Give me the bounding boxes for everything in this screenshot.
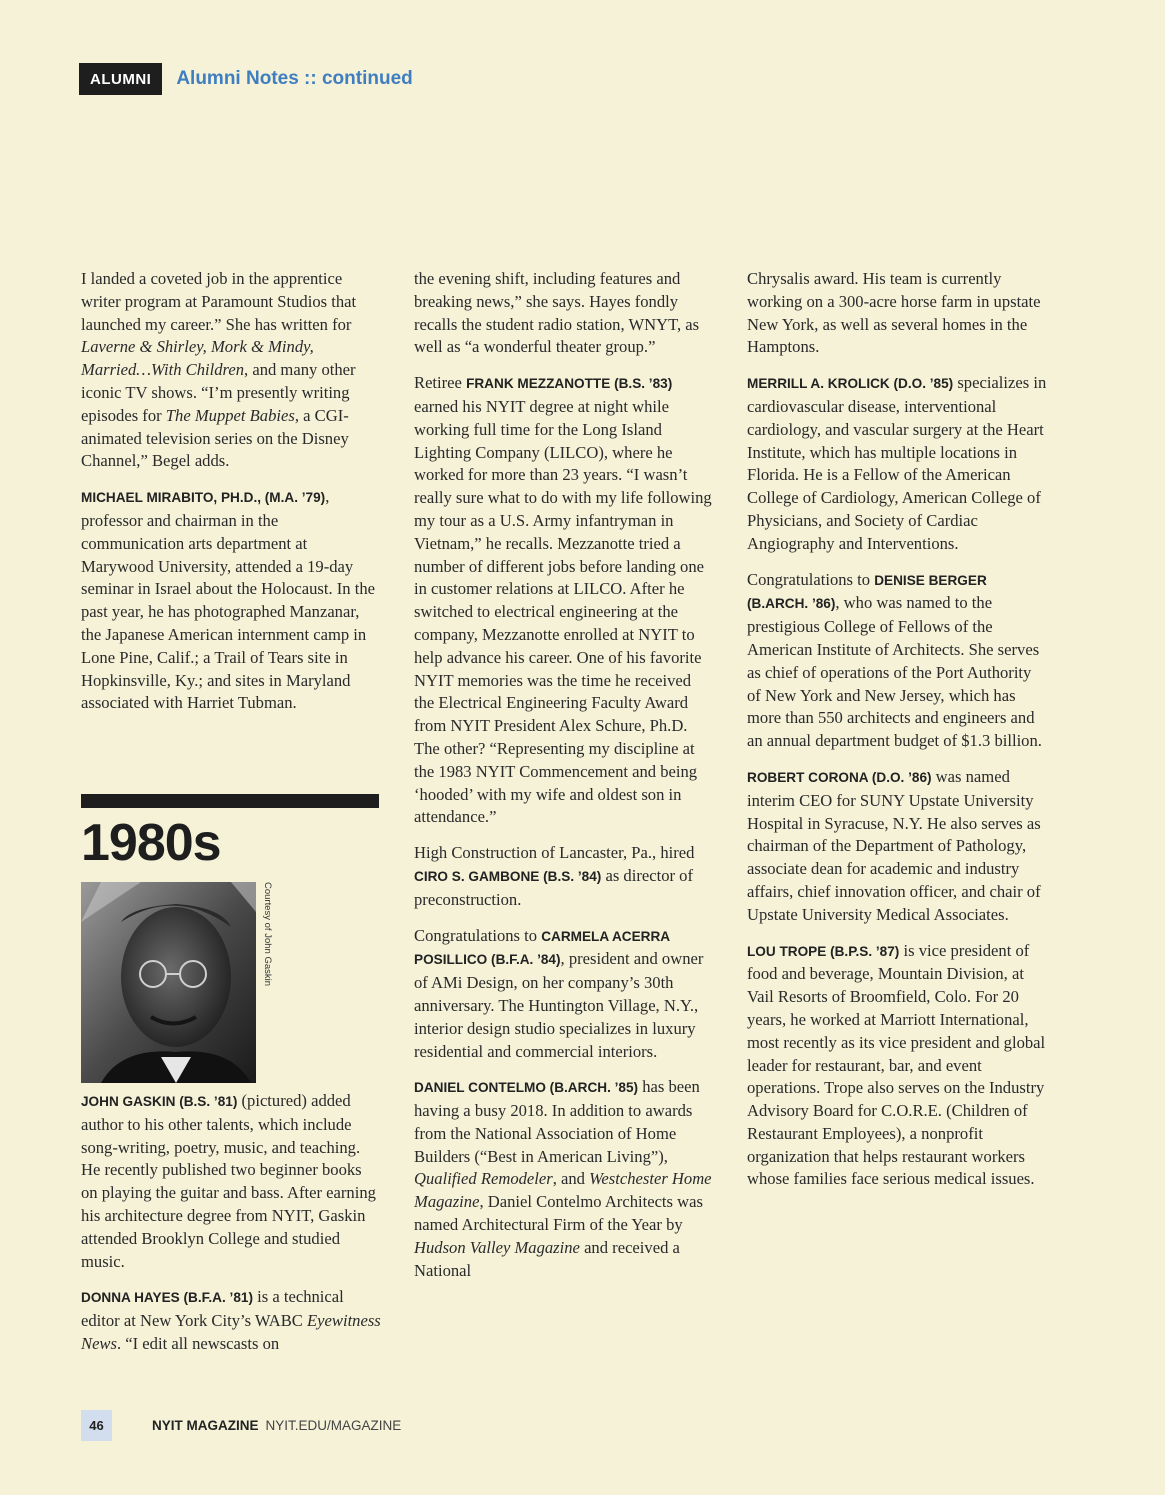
text: Chrysalis award. His team is currently working on a 300-acre horse farm in upstate New York, as well as several homes in the Hamptons. <box>747 269 1041 357</box>
paragraph-krolick <box>747 372 1047 555</box>
publication-title: Qualified Remodeler <box>414 1169 553 1189</box>
text: as director of preconstruction. <box>414 865 693 909</box>
decade-bar <box>81 794 379 808</box>
alumni-name: DONNA HAYES (B.F.A. ’81) <box>81 1290 253 1306</box>
decade-heading <box>81 794 379 874</box>
text: , who was named to the prestigious College of Fellows of the American Institute of Architects. She serves as chief of operations of the Port Authority of New York and New Jersey, which has more than 550 architects and engineers and an annual department budget of $1.3 billion. <box>747 593 1042 751</box>
text: earned his NYIT degree at night while working full time for the Long Island Lighting Company (LILCO), where he worked for more than 23 years. “I wasn’t really sure what to do with my life following my tour as a U.S. Army infantryman in Vietnam,” he recalls. Mezzanotte tried a number of different jobs before landing one in customer relations at LILCO. After he switched to electrical engineering at the company, Mezzanotte enrolled at NYIT to help advance his career. One of his favorite NYIT memories was the time he received the Electrical Engineering Faculty Award from NYIT President Alex Schure, Ph.D. The other? “Representing my discipline at the 1983 NYIT Commencement and being ‘hooded’ with my wife and oldest son in attendance.” <box>414 396 712 827</box>
page-header <box>79 63 413 95</box>
alumni-name: DANIEL CONTELMO (B.ARCH. ’85) <box>414 1080 639 1096</box>
section-title: Alumni Notes :: continued <box>176 68 413 89</box>
alumni-name: MERRILL A. KROLICK (D.O. ’85) <box>747 376 954 392</box>
paragraph-gambone <box>414 842 714 911</box>
text: , president and owner of AMi Design, on her company’s 30th anniversary. The Huntington Village, N.Y., interior design studio specializes in luxury residential and commercial interiors. <box>414 949 704 1061</box>
paragraph-hayes <box>81 1286 381 1355</box>
text: was named interim CEO for SUNY Upstate University Hospital in Syracuse, N.Y. He also serves as chairman of the Department of Pathology, associate dean for academic and industry affairs, chief innovation officer, and chair of Upstate University Medical Associates. <box>747 766 1041 924</box>
text: . “I edit all newscasts on <box>116 1333 280 1353</box>
paragraph-hayes-continued <box>414 268 714 359</box>
portrait-photo <box>81 882 256 1083</box>
alumni-name: DENISE BERGER (B.ARCH. ’86) <box>747 572 987 612</box>
column-3 <box>747 268 1047 1204</box>
publication-title: Hudson Valley Magazine <box>414 1237 580 1257</box>
alumni-name: LOU TROPE (B.P.S. ’87) <box>747 943 900 959</box>
text: , and <box>552 1169 590 1189</box>
show-title: Eyewitness News <box>81 1311 381 1353</box>
alumni-name: JOHN GASKIN (B.S. ’81) <box>81 1094 238 1109</box>
paragraph-trope <box>747 940 1047 1192</box>
publication-title: Westchester Home Magazine <box>414 1169 712 1212</box>
paragraph-contelmo-continued <box>747 268 1047 359</box>
paragraph-contelmo <box>414 1076 714 1282</box>
magazine-name: NYIT MAGAZINE <box>152 1418 259 1433</box>
text: , Daniel Contelmo Architects was named Architectural Firm of the Year by <box>414 1192 703 1235</box>
photo-credit: Courtesy of John Gaskin <box>262 882 273 987</box>
paragraph-gaskin <box>81 1090 381 1273</box>
text: , professor and chairman in the communication arts department at Marywood University, attended a 19-day seminar in Israel about the Holocaust. In the past year, he has photographed Manzanar, the Japanese American internment camp in Lone Pine, Calif.; a Trail of Tears site in Hopkinsville, Ky.; and sites in Maryland associated with Harriet Tubman. <box>81 487 375 713</box>
column-1-continued <box>81 1090 381 1369</box>
alumni-name: CIRO S. GAMBONE (B.S. ’84) <box>414 868 602 884</box>
text: is a technical editor at New York City’s WABC <box>81 1287 344 1331</box>
page-number: 46 <box>81 1410 112 1441</box>
paragraph-corona <box>747 766 1047 927</box>
show-title: The Muppet Babies <box>165 405 295 425</box>
show-titles: Laverne & Shirley, Mork & Mindy, Married…With Children <box>81 337 314 380</box>
portrait-image <box>81 882 256 1083</box>
text: , and many other iconic TV shows. “I’m presently writing episodes for <box>81 360 356 425</box>
page-footer <box>81 1410 401 1441</box>
paragraph-mezzanotte <box>414 372 714 829</box>
column-1 <box>81 268 381 728</box>
text: and received a National <box>414 1237 680 1280</box>
text: the evening shift, including features and breaking news,” she says. Hayes fondly recalls the student radio station, WNYT, as well as “a wonderful theater group.” <box>414 269 700 357</box>
column-2 <box>414 268 714 1295</box>
text: Congratulations to <box>747 569 875 589</box>
text: I landed a coveted job in the apprentice writer program at Paramount Studios that launched my career.” She has written for <box>81 269 357 334</box>
text: High Construction of Lancaster, Pa., hired <box>414 843 695 863</box>
decade-title: 1980s <box>81 814 221 872</box>
text: , a CGI-animated television series on the Disney Channel,” Begel adds. <box>81 405 349 471</box>
alumni-name: FRANK MEZZANOTTE (B.S. ’83) <box>466 376 673 392</box>
section-tag: ALUMNI <box>79 63 162 95</box>
paragraph-mirabito <box>81 486 381 715</box>
text: Retiree <box>414 373 467 393</box>
text: has been having a busy 2018. In addition to awards from the National Association of Home Builders (“Best in American Living”), <box>414 1077 700 1166</box>
paragraph-berger <box>747 569 1047 753</box>
text: Congratulations to <box>414 925 542 945</box>
magazine-url[interactable]: NYIT.EDU/MAGAZINE <box>265 1418 402 1433</box>
alumni-name: CARMELA ACERRA POSILLICO (B.F.A. ’84) <box>414 928 670 968</box>
text: (pictured) added author to his other talents, which include song-writing, poetry, music, and teaching. He recently published two beginner books on playing the guitar and bass. After earning his architecture degree from NYIT, Gaskin attended Brooklyn College and studied music. <box>81 1091 376 1271</box>
text: is vice president of food and beverage, Mountain Division, at Vail Resorts of Broomfield, Colo. For 20 years, he worked at Marriott International, most recently as its vice president and global leader for restaurant, bar, and event operations. Trope also serves on the Industry Advisory Board for C.O.R.E. (Children of Restaurant Employees), a nonprofit organization that helps restaurant workers whose families face serious medical issues. <box>747 940 1046 1189</box>
alumni-name: ROBERT CORONA (D.O. ’86) <box>747 769 932 785</box>
alumni-name: MICHAEL MIRABITO, PH.D., (M.A. ’79) <box>81 490 326 506</box>
paragraph-posillico <box>414 925 714 1064</box>
paragraph-begel <box>81 268 381 473</box>
text: specializes in cardiovascular disease, interventional cardiology, and vascular surgery at the Heart Institute, which has multiple locations in Florida. He is a Fellow of the American College of Cardiology, American College of Physicians, and Society of Cardiac Angiography and Interventions. <box>747 373 1047 553</box>
